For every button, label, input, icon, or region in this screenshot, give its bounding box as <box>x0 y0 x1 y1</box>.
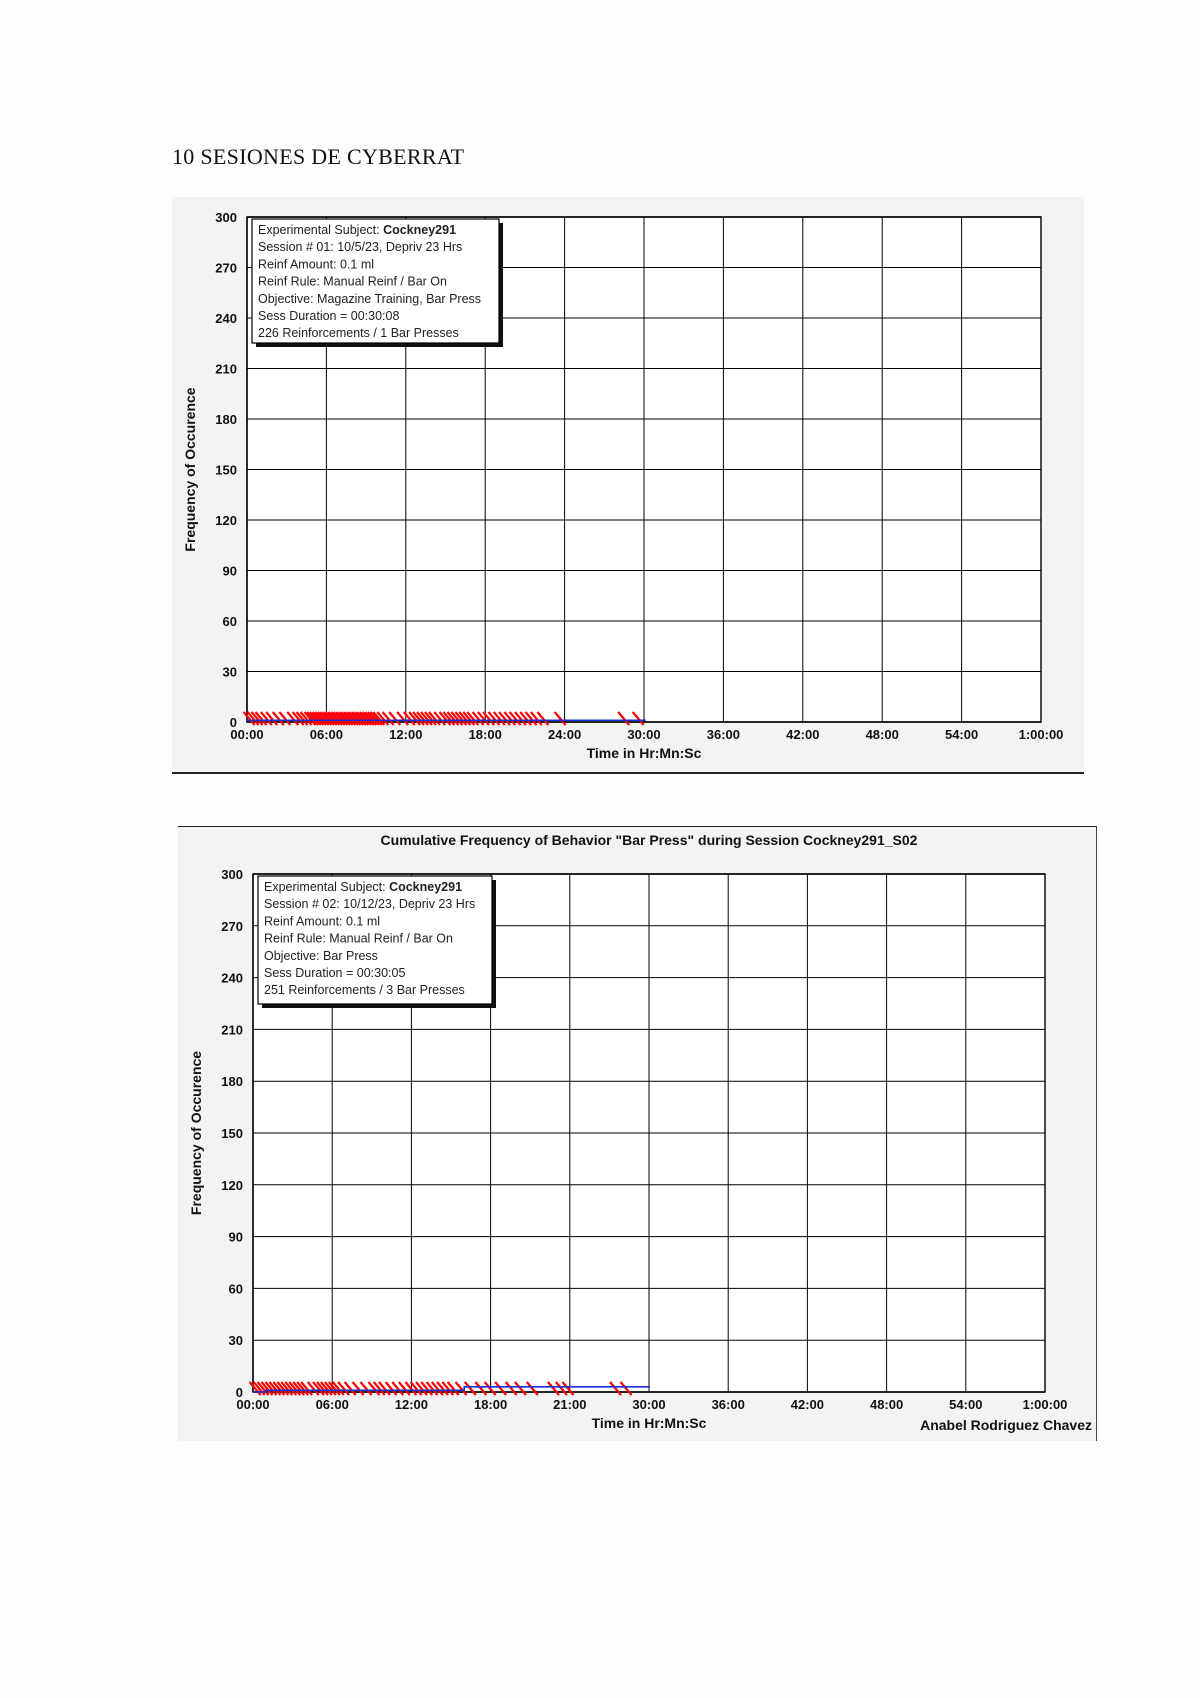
info-subject-prefix: Experimental Subject: <box>264 880 390 894</box>
y-axis-title: Frequency of Occurence <box>182 387 198 552</box>
y-tick-label: 270 <box>221 918 243 934</box>
info-line: Reinf Rule: Manual Reinf / Bar On <box>258 274 447 289</box>
x-tick-label: 12:00 <box>394 1397 429 1412</box>
info-subject-prefix: Experimental Subject: <box>258 223 384 237</box>
x-tick-label: 36:00 <box>706 727 741 742</box>
info-line: Objective: Magazine Training, Bar Press <box>258 291 482 306</box>
x-tick-label: 54:00 <box>949 1397 983 1412</box>
x-tick-label: 30:00 <box>627 727 661 742</box>
y-tick-label: 150 <box>215 462 237 478</box>
info-subject-name: Cockney291 <box>389 880 463 894</box>
session-01-chart-panel <box>172 197 1084 774</box>
session-02-chart <box>178 827 1096 1441</box>
info-line: Reinf Amount: 0.1 ml <box>258 257 375 272</box>
y-tick-label: 300 <box>215 210 237 225</box>
info-subject-line <box>264 880 462 894</box>
info-subject-name: Cockney291 <box>383 223 457 237</box>
chart-credit: Anabel Rodriguez Chavez <box>920 1417 1092 1433</box>
x-tick-label: 06:00 <box>309 727 344 742</box>
info-line: 251 Reinforcements / 3 Bar Presses <box>264 983 465 998</box>
y-tick-label: 180 <box>221 1074 243 1090</box>
y-tick-label: 30 <box>222 664 237 680</box>
x-tick-label: 48:00 <box>865 727 899 742</box>
info-line: Reinf Rule: Manual Reinf / Bar On <box>264 931 453 946</box>
y-tick-label: 120 <box>221 1177 243 1193</box>
info-subject-line <box>258 223 456 237</box>
document-heading: 10 SESIONES DE CYBERRAT <box>172 144 465 169</box>
y-tick-label: 90 <box>222 563 237 579</box>
x-axis-title: Time in Hr:Mn:Sc <box>586 745 702 761</box>
x-tick-label: 06:00 <box>315 1397 349 1412</box>
info-line: Objective: Bar Press <box>264 948 378 963</box>
y-tick-label: 60 <box>228 1281 243 1297</box>
info-line: Session # 01: 10/5/23, Depriv 23 Hrs <box>258 240 463 255</box>
y-tick-label: 210 <box>215 361 237 377</box>
x-tick-label: 24:00 <box>547 727 582 742</box>
y-tick-label: 90 <box>228 1229 243 1245</box>
y-tick-label: 270 <box>215 260 237 276</box>
y-tick-label: 120 <box>215 513 237 528</box>
y-tick-label: 0 <box>229 715 237 730</box>
info-line: Sess Duration = 00:30:08 <box>258 309 400 323</box>
y-axis-title: Frequency of Occurence <box>188 1050 204 1216</box>
session-02-chart-panel <box>178 826 1097 1441</box>
y-tick-label: 300 <box>221 867 243 882</box>
x-tick-label: 00:00 <box>230 727 264 742</box>
info-line: 226 Reinforcements / 1 Bar Presses <box>258 326 459 341</box>
y-tick-label: 60 <box>222 614 237 629</box>
x-tick-label: 00:00 <box>236 1397 270 1412</box>
x-tick-label: 48:00 <box>869 1397 904 1412</box>
y-tick-label: 180 <box>215 412 237 427</box>
x-tick-label: 36:00 <box>711 1397 745 1412</box>
x-tick-label: 42:00 <box>786 727 820 742</box>
y-tick-label: 240 <box>215 311 237 326</box>
x-tick-label: 18:00 <box>468 727 502 742</box>
x-tick-label: 42:00 <box>790 1397 825 1412</box>
x-tick-label: 18:00 <box>473 1397 508 1412</box>
chart-title: Cumulative Frequency of Behavior "Bar Press" during Session Cockney291_S02 <box>380 832 918 848</box>
x-tick-label: 12:00 <box>389 727 423 742</box>
info-line: Session # 02: 10/12/23, Depriv 23 Hrs <box>264 897 476 912</box>
session-01-chart <box>172 197 1084 772</box>
info-line: Reinf Amount: 0.1 ml <box>264 914 381 929</box>
y-tick-label: 240 <box>221 970 243 986</box>
y-tick-label: 30 <box>228 1333 243 1349</box>
info-line: Sess Duration = 00:30:05 <box>264 966 406 980</box>
x-tick-label: 1:00:00 <box>1022 1397 1068 1412</box>
y-tick-label: 0 <box>235 1385 243 1400</box>
x-tick-label: 54:00 <box>944 727 979 742</box>
y-tick-label: 150 <box>221 1126 243 1141</box>
y-tick-label: 210 <box>221 1022 243 1038</box>
x-tick-label: 21:00 <box>553 1397 587 1412</box>
x-tick-label: 30:00 <box>632 1397 666 1412</box>
x-axis-title: Time in Hr:Mn:Sc <box>591 1415 707 1431</box>
x-tick-label: 1:00:00 <box>1018 727 1064 742</box>
